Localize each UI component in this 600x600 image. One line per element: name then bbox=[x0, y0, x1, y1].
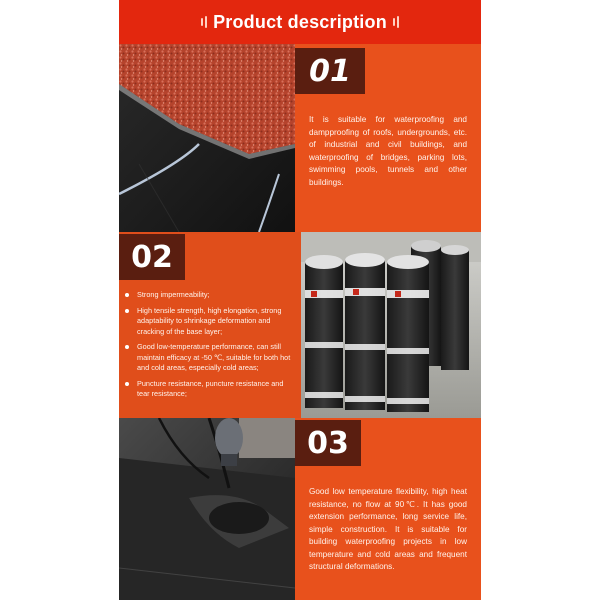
section-number: 02 bbox=[131, 239, 173, 275]
section-01-text: It is suitable for waterproofing and dampproofing of roofs, undergrounds, etc. of industrial and civil buildings, and waterproofing of bridges, parking lots, swimming pools, tunnels and other buildings. bbox=[309, 115, 467, 187]
list-item bbox=[123, 379, 295, 400]
section-03 bbox=[119, 418, 481, 600]
torch-installation-photo bbox=[119, 418, 295, 600]
header-bars-icon bbox=[393, 16, 399, 28]
list-item bbox=[123, 290, 295, 301]
bullet-icon bbox=[125, 382, 129, 386]
list-item bbox=[123, 342, 295, 374]
list-item-text: Good low-temperature performance, can still maintain efficacy at -50 ℃, suitable for both hot and cold areas, especially cold areas; bbox=[137, 342, 291, 372]
list-item-text: Strong impermeability; bbox=[137, 290, 210, 299]
section-number-badge bbox=[295, 48, 365, 94]
bullet-icon bbox=[125, 309, 129, 313]
section-number-badge bbox=[295, 420, 361, 466]
feature-list bbox=[123, 290, 295, 405]
bullet-icon bbox=[125, 293, 129, 297]
list-item-text: High tensile strength, high elongation, strong adaptability to shrinkage deformation and cracking of the base layer; bbox=[137, 305, 282, 336]
page-title: Product description bbox=[213, 11, 387, 32]
header-bars-icon bbox=[201, 16, 207, 28]
section-number: 03 bbox=[307, 425, 349, 461]
list-item bbox=[123, 306, 295, 338]
membrane-granule-photo bbox=[119, 44, 295, 232]
product-description-page bbox=[119, 0, 481, 600]
section-number: 01 bbox=[309, 53, 351, 89]
section-02 bbox=[119, 232, 481, 418]
section-03-text: Good low temperature flexibility, high heat resistance, no flow at 90℃. It has good extension performance, long service life, simple construction. It is suitable for building waterproofing projects in low temperature and cold areas and frequent structural deformations. bbox=[309, 487, 467, 571]
section-01 bbox=[119, 44, 481, 232]
list-item-text: Puncture resistance, puncture resistance and tear resistance; bbox=[137, 378, 284, 398]
membrane-rolls-photo bbox=[301, 232, 481, 418]
section-number-badge bbox=[119, 234, 185, 280]
bullet-icon bbox=[125, 345, 129, 349]
header-banner bbox=[119, 0, 481, 44]
